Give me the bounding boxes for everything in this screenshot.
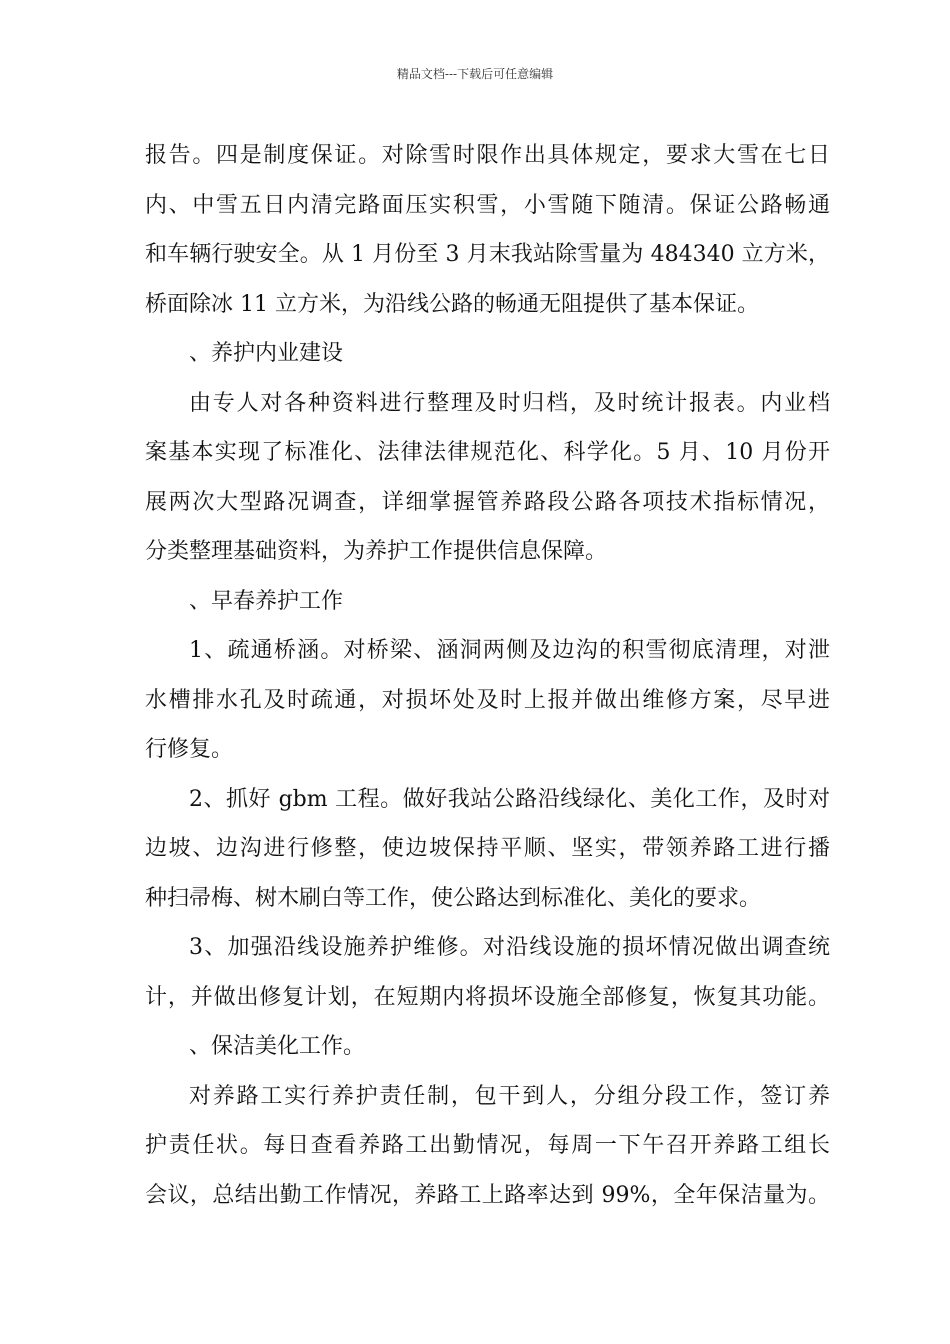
text-line: 桥面除冰 11 立方米，为沿线公路的畅通无阻提供了基本保证。 — [145, 291, 759, 317]
text-line: 分类整理基础资料，为养护工作提供信息保障。 — [145, 539, 608, 564]
text-line: 1、疏通桥涵。对桥梁、涵洞两侧及边沟的积雪彻底清理，对泄 — [189, 638, 830, 663]
document-body — [145, 131, 830, 1220]
text-line: 报告。四是制度保证。对除雪时限作出具体规定，要求大雪在七日 — [145, 143, 830, 168]
text-line: 种扫帚梅、树木刷白等工作，使公路达到标准化、美化的要求。 — [145, 885, 762, 911]
page-header: 精品文档---下载后可任意编辑 — [396, 67, 554, 81]
section-heading: 、早春养护工作 — [189, 588, 344, 614]
text-line: 由专人对各种资料进行整理及时归档，及时统计报表。内业档 — [189, 390, 830, 416]
text-line: 和车辆行驶安全。从 1 月份至 3 月末我站除雪量为 484340 立方米， — [145, 242, 830, 267]
text-line: 案基本实现了标准化、法律法律规范化、科学化。5 月、10 月份开 — [145, 440, 830, 465]
text-line: 展两次大型路况调查，详细掌握管养路段公路各项技术指标情况， — [145, 489, 830, 515]
text-line: 3、加强沿线设施养护维修。对沿线设施的损坏情况做出调查统 — [189, 935, 830, 960]
section-heading: 、保洁美化工作。 — [189, 1034, 366, 1059]
text-line: 内、中雪五日内清完路面压实积雪，小雪随下随清。保证公路畅通 — [145, 192, 830, 218]
text-line: 会议，总结出勤工作情况，养路工上路率达到 99%，全年保洁量为。 — [145, 1182, 830, 1208]
text-line: 边坡、边沟进行修整，使边坡保持平顺、坚实，带领养路工进行播 — [145, 836, 830, 861]
text-line: 对养路工实行养护责任制，包干到人，分组分段工作，签订养 — [189, 1083, 830, 1109]
section-heading: 、养护内业建设 — [189, 341, 344, 366]
text-line: 行修复。 — [145, 737, 234, 762]
text-line: 计，并做出修复计划，在短期内将损坏设施全部修复，恢复其功能。 — [145, 984, 830, 1010]
text-line: 水槽排水孔及时疏通，对损坏处及时上报并做出维修方案，尽早进 — [145, 687, 830, 713]
text-line: 护责任状。每日查看养路工出勤情况，每周一下午召开养路工组长 — [145, 1133, 830, 1158]
text-line: 2、抓好 gbm 工程。做好我站公路沿线绿化、美化工作，及时对 — [189, 786, 830, 812]
